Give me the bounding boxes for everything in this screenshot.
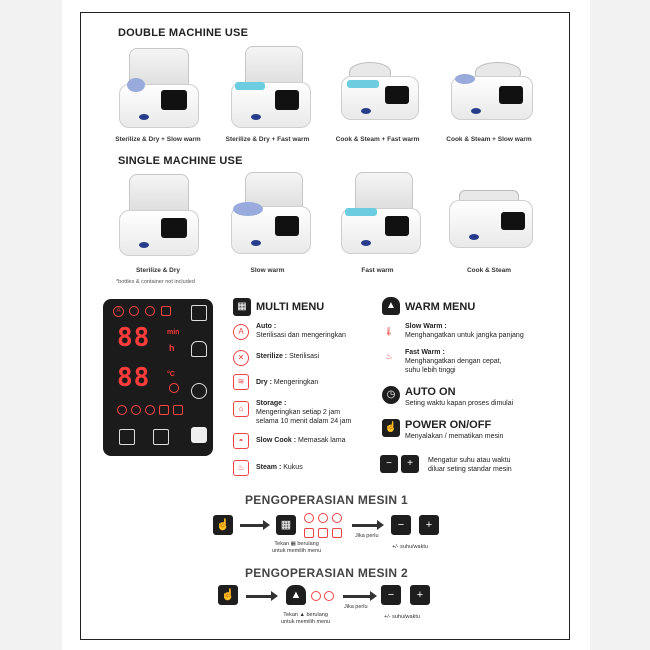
double-section-title: DOUBLE MACHINE USE bbox=[118, 27, 249, 39]
machine-image bbox=[115, 42, 200, 132]
unit-celsius: °C bbox=[167, 371, 175, 378]
machine-image bbox=[225, 42, 310, 132]
slow-cook-icon bbox=[145, 405, 155, 415]
multi-menu-icon: ▦ bbox=[276, 515, 296, 535]
machine-caption: Sterilize & Dry bbox=[135, 267, 181, 274]
adjust-desc: Mengatur suhu atau waktu diluar seting standar mesin bbox=[428, 457, 512, 473]
menu-item-slow-warm: Slow Warm : Menghangatkan untuk jangka panjang bbox=[405, 323, 524, 339]
power-touch-icon: ☝ bbox=[218, 585, 238, 605]
unit-min: min bbox=[167, 329, 180, 336]
op2-note-optional: Jika perlu bbox=[344, 604, 368, 610]
fast-warm-icon bbox=[131, 405, 141, 415]
warm-menu-title: WARM MENU bbox=[405, 301, 476, 313]
menu-item-auto: Auto : Sterilisasi dan mengeringkan bbox=[256, 323, 346, 339]
menu-item-dry: Dry : Mengeringkan bbox=[256, 379, 319, 386]
op2-note-adjust: +/- suhu/waktu bbox=[384, 614, 420, 620]
machine-image bbox=[445, 60, 535, 132]
dry-icon bbox=[332, 513, 342, 523]
machine-caption: Sterilize & Dry + Fast warm bbox=[225, 136, 310, 143]
steam-icon bbox=[159, 405, 169, 415]
fast-warm-icon: ♨ bbox=[385, 352, 393, 361]
sterilize-icon bbox=[318, 513, 328, 523]
machine-caption: Cook & Steam + Fast warm bbox=[335, 136, 420, 143]
control-panel bbox=[103, 299, 213, 456]
storage-icon bbox=[161, 306, 171, 316]
slow-warm-icon bbox=[117, 405, 127, 415]
plus-icon: + bbox=[401, 455, 419, 473]
multi-menu-title: MULTI MENU bbox=[256, 301, 325, 313]
temp-display: 88 bbox=[117, 363, 151, 393]
machine-image bbox=[335, 170, 420, 260]
steam-icon bbox=[332, 528, 342, 538]
sterilize-icon: ✕ bbox=[233, 350, 249, 366]
warm-menu-icon: ▲ bbox=[286, 585, 306, 605]
power-desc: Menyalakan / mematikan mesin bbox=[405, 433, 504, 440]
machine-caption: Cook & Steam + Slow warm bbox=[446, 136, 532, 143]
machine-image bbox=[225, 170, 310, 260]
menu-item-fast-warm: Fast Warm : Menghangatkan dengan cepat, suhu lebih tinggi bbox=[405, 349, 502, 374]
arrow-icon bbox=[246, 595, 272, 598]
op1-note-press: Tekan ▦ berulang untuk memilih menu bbox=[272, 541, 322, 554]
menu-item-storage: Storage : Mengeringkan setiap 2 jam selama 10 menit dalam 24 jam bbox=[256, 400, 352, 425]
auto-on-desc: Seting waktu kapan proses dimulai bbox=[405, 400, 514, 407]
slow-cook-icon: ◓ bbox=[233, 433, 249, 449]
warm-menu-icon: ▲ bbox=[382, 297, 400, 315]
alarm-clock-icon: ◷ bbox=[382, 386, 400, 404]
power-touch-icon: ☝ bbox=[382, 419, 400, 437]
machine-caption: Cook & Steam bbox=[466, 267, 512, 274]
multi-menu-icon: ▦ bbox=[233, 298, 251, 316]
storage-icon: ⌂ bbox=[233, 401, 249, 417]
unit-h: h bbox=[169, 343, 175, 353]
not-included-note: *bottles & container not included bbox=[116, 279, 195, 285]
machine-caption: Fast warm bbox=[361, 267, 394, 274]
machine-image bbox=[115, 170, 200, 260]
machine-caption: Slow warm bbox=[250, 267, 285, 274]
plus-button[interactable] bbox=[119, 429, 135, 445]
auto-on-title: AUTO ON bbox=[405, 386, 456, 398]
power-touch-icon: ☝ bbox=[213, 515, 233, 535]
warm-menu-button[interactable] bbox=[191, 341, 207, 357]
fast-warm-icon bbox=[324, 591, 334, 601]
auto-icon: A bbox=[113, 306, 124, 317]
steam-icon: ♨ bbox=[233, 460, 249, 476]
auto-icon: A bbox=[233, 324, 249, 340]
multi-menu-button[interactable] bbox=[191, 305, 207, 321]
minus-button[interactable] bbox=[153, 429, 169, 445]
storage-icon bbox=[304, 528, 314, 538]
menu-item-slow-cook: Slow Cook : Memasak lama bbox=[256, 437, 346, 444]
op2-note-press: Tekan ▲ berulang untuk memilih menu bbox=[281, 612, 331, 625]
auto-icon bbox=[304, 513, 314, 523]
op2-title: PENGOPERASIAN MESIN 2 bbox=[245, 566, 408, 580]
slow-warm-icon bbox=[311, 591, 321, 601]
time-display: 88 bbox=[117, 323, 151, 353]
auto-on-button[interactable] bbox=[191, 383, 207, 399]
menu-item-steam: Steam : Kukus bbox=[256, 464, 303, 471]
slow-cook-icon bbox=[318, 528, 328, 538]
arrow-icon bbox=[240, 524, 264, 527]
menu-item-sterilize: Sterilize : Sterilisasi bbox=[256, 353, 320, 360]
plus-icon: + bbox=[410, 585, 430, 605]
power-button[interactable] bbox=[191, 427, 207, 443]
dry-icon: ≋ bbox=[233, 374, 249, 390]
op1-note-adjust: +/- suhu/waktu bbox=[392, 544, 428, 550]
power-title: POWER ON/OFF bbox=[405, 419, 492, 431]
minus-icon: − bbox=[381, 585, 401, 605]
machine-image bbox=[445, 190, 535, 260]
plus-icon: + bbox=[419, 515, 439, 535]
arrow-icon bbox=[343, 595, 371, 598]
single-section-title: SINGLE MACHINE USE bbox=[118, 155, 243, 167]
sterilize-icon bbox=[129, 306, 139, 316]
machine-caption: Sterilize & Dry + Slow warm bbox=[115, 136, 201, 143]
dry-icon bbox=[145, 306, 155, 316]
minus-icon: − bbox=[380, 455, 398, 473]
minus-icon: − bbox=[391, 515, 411, 535]
indicator-icon bbox=[169, 383, 179, 393]
op1-title: PENGOPERASIAN MESIN 1 bbox=[245, 493, 408, 507]
op1-note-optional: Jika perlu bbox=[355, 533, 379, 539]
slow-warm-icon: 🌡 bbox=[383, 327, 395, 336]
arrow-icon bbox=[352, 524, 378, 527]
cook-icon bbox=[173, 405, 183, 415]
machine-image bbox=[335, 60, 420, 132]
